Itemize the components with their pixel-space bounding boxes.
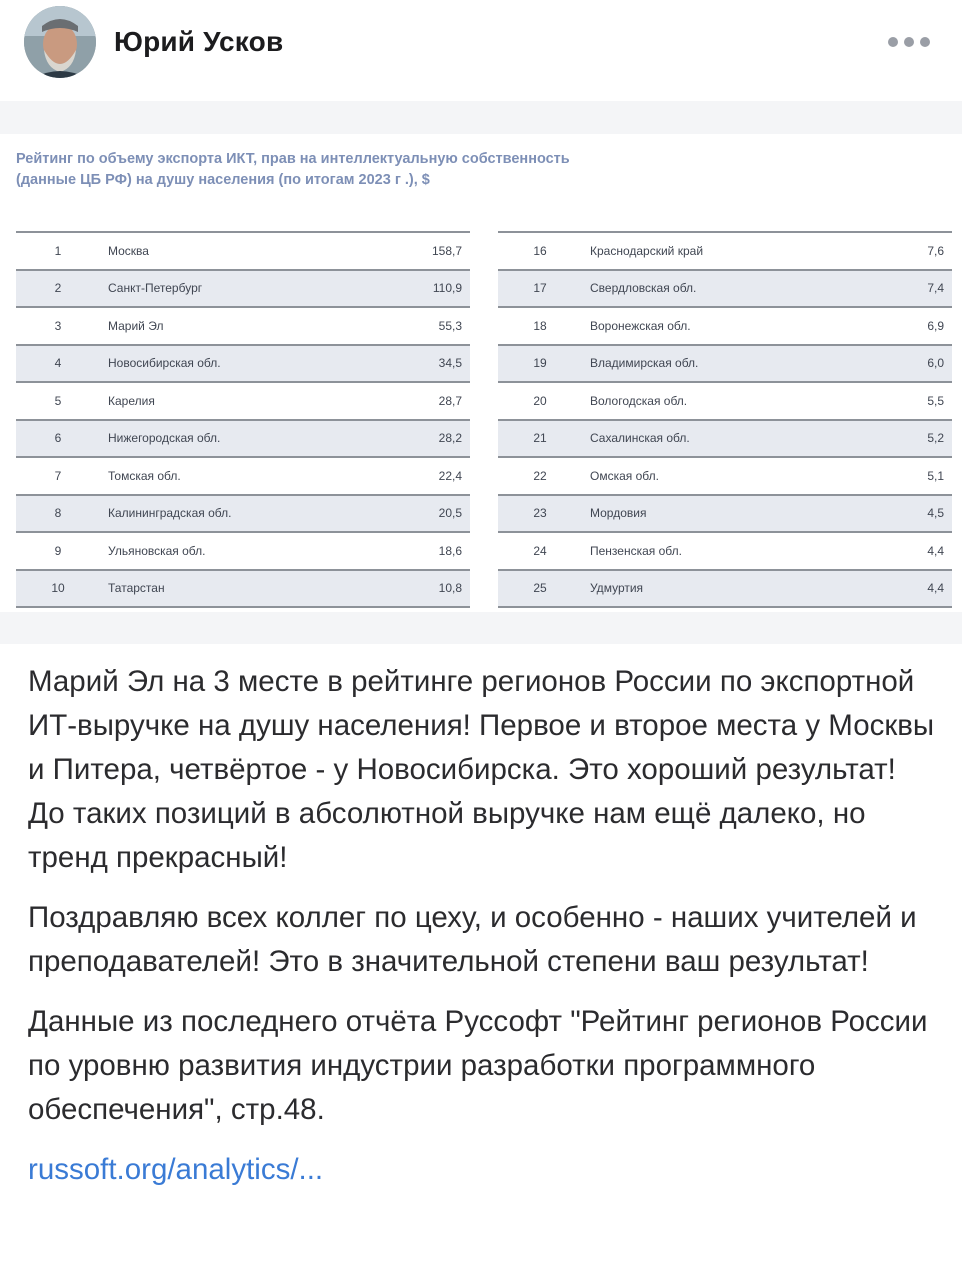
more-options-icon[interactable] (888, 30, 934, 54)
rank-cell: 10 (51, 581, 65, 596)
avatar-photo (24, 6, 96, 78)
region-cell: Ульяновская обл. (108, 543, 206, 558)
post-image[interactable] (0, 101, 962, 644)
table-row (16, 346, 470, 384)
author-name[interactable]: Юрий Усков (114, 26, 284, 57)
region-cell: Свердловская обл. (590, 281, 697, 296)
value-cell: 4,5 (927, 506, 944, 521)
rank-cell: 19 (533, 356, 547, 371)
value-cell: 158,7 (431, 243, 462, 258)
dot-icon (888, 37, 898, 47)
region-cell: Удмуртия (590, 581, 644, 596)
value-cell: 18,6 (438, 543, 462, 558)
value-cell: 55,3 (438, 318, 462, 333)
rank-cell: 24 (533, 543, 547, 558)
rank-cell: 1 (54, 243, 62, 258)
rating-table-left (16, 231, 470, 608)
table-row (16, 458, 470, 496)
value-cell: 7,4 (927, 281, 944, 296)
table-row (498, 458, 952, 496)
rating-table-right (498, 231, 952, 608)
value-cell: 34,5 (438, 356, 462, 371)
rank-cell: 7 (54, 468, 62, 483)
region-cell: Воронежская обл. (590, 318, 691, 333)
region-cell: Москва (108, 243, 149, 258)
table-row (498, 233, 952, 271)
rank-cell: 18 (533, 318, 547, 333)
rank-cell: 2 (54, 281, 62, 296)
table-row (498, 496, 952, 534)
rank-cell: 25 (533, 581, 547, 596)
value-cell: 7,6 (927, 243, 944, 258)
value-cell: 5,2 (927, 431, 944, 446)
value-cell: 22,4 (438, 468, 462, 483)
region-cell: Краснодарский край (590, 243, 704, 258)
rank-cell: 8 (54, 506, 62, 521)
value-cell: 28,7 (438, 393, 462, 408)
table-row (16, 383, 470, 421)
post-paragraph-3: Данные из последнего отчёта Руссофт "Рейтинг регионов России по уровню развития индустрии разработки программного обеспечения", стр.48. (28, 1005, 928, 1126)
rating-table-image (0, 134, 962, 612)
table-title-line-1: Рейтинг по объему экспорта ИКТ, прав на интеллектуальную собственность (16, 151, 570, 167)
post-paragraph-2: Поздравляю всех коллег по цеху, и особенно - наших учителей и преподавателей! Это в значительной степени ваш результат! (28, 901, 917, 978)
region-cell: Сахалинская обл. (590, 431, 690, 446)
rank-cell: 23 (533, 506, 547, 521)
table-row (498, 271, 952, 309)
table-row (498, 308, 952, 346)
value-cell: 4,4 (927, 543, 944, 558)
value-cell: 6,9 (927, 318, 944, 333)
table-row (16, 496, 470, 534)
dot-icon (920, 37, 930, 47)
value-cell: 110,9 (432, 281, 462, 296)
region-cell: Владимирская обл. (590, 356, 699, 371)
rank-cell: 9 (54, 543, 62, 558)
region-cell: Татарстан (108, 581, 165, 596)
value-cell: 5,1 (927, 468, 944, 483)
rank-cell: 5 (54, 393, 62, 408)
rank-cell: 3 (54, 318, 62, 333)
value-cell: 6,0 (927, 356, 944, 371)
region-cell: Пензенская обл. (590, 543, 682, 558)
table-row (16, 571, 470, 609)
region-cell: Новосибирская обл. (108, 356, 221, 371)
table-row (498, 533, 952, 571)
post-body (28, 660, 938, 1192)
rank-cell: 17 (533, 281, 547, 296)
table-row (498, 346, 952, 384)
value-cell: 28,2 (438, 431, 462, 446)
rank-cell: 20 (533, 393, 547, 408)
region-cell: Карелия (108, 393, 155, 408)
region-cell: Санкт-Петербург (108, 281, 203, 296)
table-row (16, 233, 470, 271)
region-cell: Калининградская обл. (108, 506, 232, 521)
post-paragraph-1: Марий Эл на 3 месте в рейтинге регионов России по экспортной ИТ-выручке на душу населения! Первое и второе места у Москвы и Питера, четвёртое - у Новосибирска. Это хороший результат! До таких позиций в абсолютной выручке нам ещё далеко, но тренд прекрасный! (28, 665, 935, 874)
avatar[interactable] (24, 6, 96, 78)
value-cell: 4,4 (927, 581, 944, 596)
table-title-line-2: (данные ЦБ РФ) на душу населения (по итогам 2023 г .), $ (16, 172, 430, 188)
rank-cell: 22 (533, 468, 547, 483)
table-row (498, 571, 952, 609)
source-link[interactable]: russoft.org/analytics/... (28, 1153, 324, 1186)
table-row (16, 421, 470, 459)
table-title (16, 149, 570, 191)
table-row (498, 421, 952, 459)
rank-cell: 21 (533, 431, 547, 446)
rank-cell: 4 (54, 356, 62, 371)
dot-icon (904, 37, 914, 47)
post-header (0, 0, 962, 95)
value-cell: 10,8 (438, 581, 462, 596)
region-cell: Нижегородская обл. (108, 431, 221, 446)
table-row (498, 383, 952, 421)
value-cell: 5,5 (927, 393, 944, 408)
rank-cell: 6 (54, 431, 62, 446)
value-cell: 20,5 (438, 506, 462, 521)
region-cell: Вологодская обл. (590, 393, 688, 408)
region-cell: Омская обл. (590, 468, 659, 483)
table-row (16, 308, 470, 346)
region-cell: Мордовия (590, 506, 647, 521)
table-row (16, 271, 470, 309)
rank-cell: 16 (533, 243, 547, 258)
region-cell: Марий Эл (108, 318, 164, 333)
region-cell: Томская обл. (108, 468, 181, 483)
table-row (16, 533, 470, 571)
